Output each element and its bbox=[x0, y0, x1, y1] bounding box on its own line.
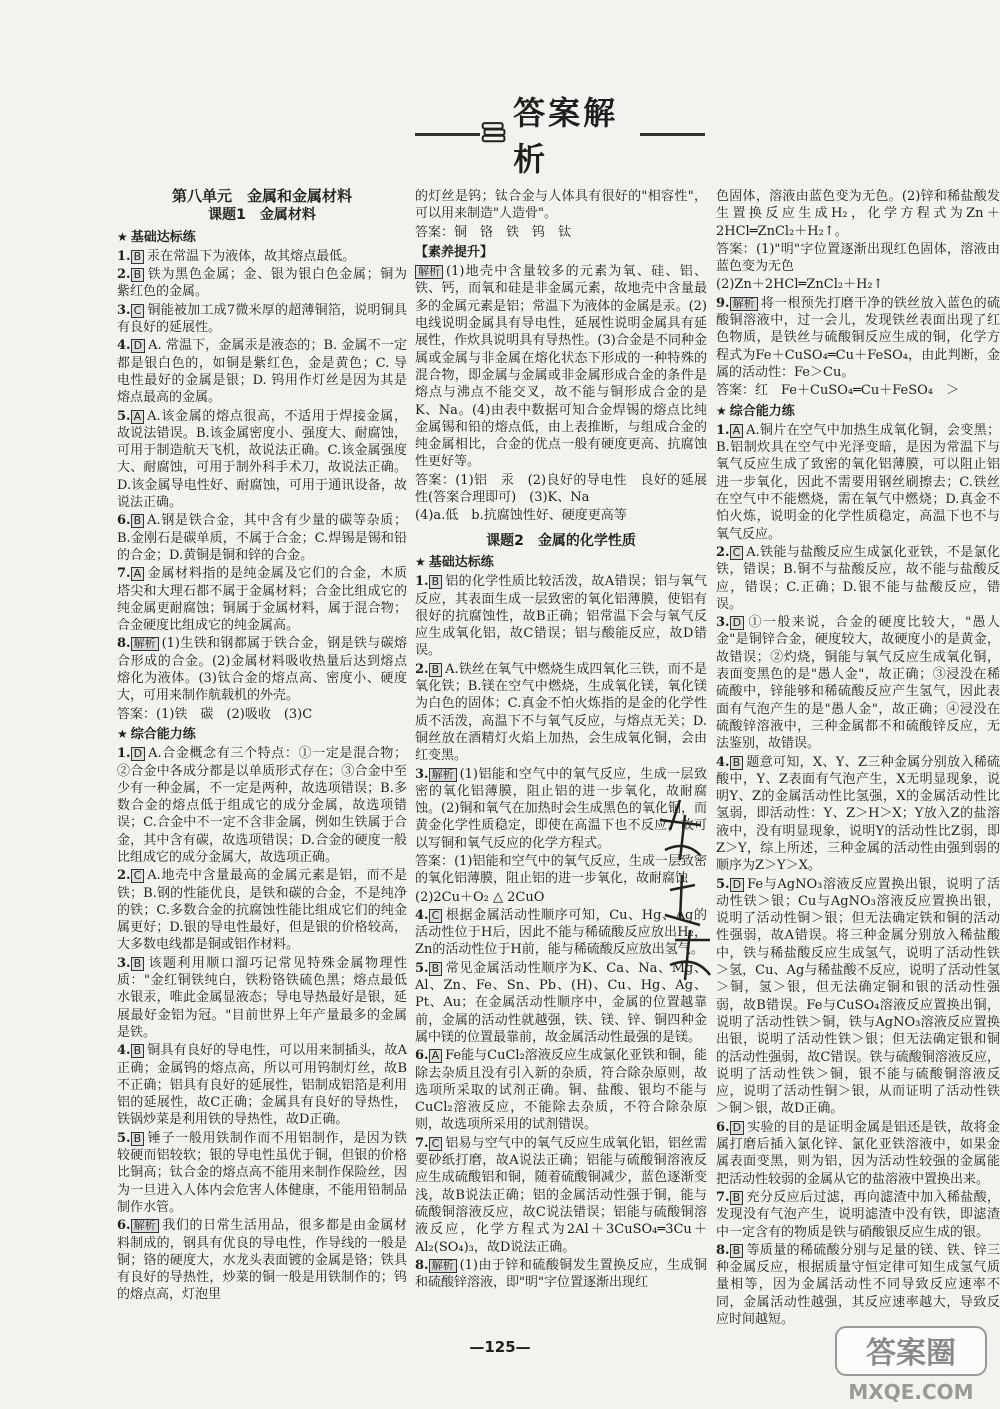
item-number: 7. bbox=[716, 1189, 730, 1205]
item-text: 铜能被加工成7微米厚的超薄铜箔，说明铜具有良好的延展性。 bbox=[117, 302, 407, 336]
answer-list bbox=[117, 745, 407, 1304]
answer-choice-tag: B bbox=[730, 756, 744, 770]
section-heading: ★ 基础达标练 bbox=[117, 229, 196, 245]
item-text: 答案：铜 铬 铁 钨 钛 bbox=[415, 224, 572, 240]
answer-list bbox=[415, 263, 707, 524]
answer-item bbox=[716, 382, 1000, 399]
item-text: (2)Zn＋2HCl═ZnCl₂＋H₂↑ bbox=[716, 277, 884, 293]
answer-choice-tag: D bbox=[730, 878, 744, 892]
item-number: 3. bbox=[716, 615, 730, 631]
item-text: 实验的目的是证明金属是铝还是铁，故将金属打磨后插入氯化锌、氯化亚铁溶液中，如果金属表面变黑，则为铝，因为活动性较强的金属能把活动性较弱的金属从它的盐溶液中置换出来。 bbox=[716, 1119, 1000, 1187]
answer-item bbox=[117, 745, 407, 866]
answer-item bbox=[716, 188, 1000, 240]
answer-item bbox=[716, 1242, 1000, 1328]
item-number: 2. bbox=[117, 267, 131, 283]
answer-item bbox=[117, 512, 407, 564]
item-text: 该题利用顺口溜巧记常见特殊金属物理性质："金红铜铁纯白，铁粉铬铁硫色黑；熔点最低水银汞，唯此金属显液态；导电导热最好是银，延展最好金铝为冠。"目前世界上年产量最多的金属是铁。 bbox=[117, 955, 407, 1040]
item-number: 1. bbox=[117, 248, 131, 264]
answer-choice-tag: 解析 bbox=[131, 637, 159, 651]
item-number: 1. bbox=[415, 574, 429, 590]
answer-list bbox=[716, 422, 1000, 1328]
answer-choice-tag: 解析 bbox=[131, 1219, 159, 1233]
item-number: 7. bbox=[117, 566, 131, 582]
answer-item bbox=[415, 661, 707, 765]
answer-choice-tag: A bbox=[429, 1049, 443, 1063]
item-number: 8. bbox=[716, 1242, 730, 1258]
answer-item bbox=[415, 472, 707, 507]
item-text: 答案：(1)铁 碳 (2)吸收 (3)C bbox=[117, 706, 313, 722]
answer-choice-tag: C bbox=[131, 869, 145, 883]
item-text: 锤子一般用铁制作而不用铝制作，是因为铁较硬而铝较软；银的导电性虽优于铜，但银的价格比铜高；钛合金的熔点高不能用来制作保险丝，因为一旦进入人体内会危害人体健康，不能用铅制品制作水管。 bbox=[117, 1130, 407, 1215]
answer-choice-tag: C bbox=[429, 1137, 443, 1151]
answer-choice-tag: D bbox=[730, 616, 744, 630]
answer-item bbox=[716, 1119, 1000, 1188]
column-3 bbox=[716, 188, 1000, 1328]
item-text: Fe与AgNO₃溶液反应置换出银，说明了活动性铁＞银；Cu与AgNO₃溶液反应置换出银，说明了活动性铜＞银；但无法确定铁和铜的活动性强弱，故A错误。将三种金属分别放入稀盐酸中，铁与稀盐酸反应生成氢气，说明了活动性铁＞氢，Cu、Ag与稀盐酸不反应，说明了活动性氢＞铜，氢＞银，但无法确定铜和银的活动性强弱，故B错误。Fe与CuSO₄溶液反应置换出铜，说明了活动性铁＞铜，铁与AgNO₃溶液反应置换出银，说明了活动性铁＞银；但无法确定银和铜的活动性强弱，故C错误。铁与硫酸铜溶液反应，说明了活动性铁＞铜，银不能与硫酸铜溶液反应，说明了活动性铜＞银，从而证明了活动性铁＞铜＞银，故D正确。 bbox=[716, 876, 1000, 1117]
item-text: A.该金属的熔点很高，不适用于焊接金属，故说法错误。B.该金属密度小、强度大、耐腐蚀，可用于制造航天飞机，故说法正确。C.该金属强度大、耐腐蚀，可用于制外科手术刀，故说法正确。D.该金属导电性好、耐腐蚀，可用于通讯设备，故说法正确。 bbox=[117, 408, 407, 511]
answer-choice-tag: 解析 bbox=[429, 768, 457, 782]
answer-item bbox=[117, 1042, 407, 1128]
answer-item bbox=[117, 1217, 407, 1303]
column-1 bbox=[117, 188, 407, 1328]
item-text: 题意可知，X、Y、Z三种金属分别放入稀硫酸中，Y、Z表面有气泡产生，X无明显现象，说明Y、Z的金属活动性比氢强，X的金属活动性比氢弱，即活动性：Y、Z＞H＞X；Y放入Z的盐溶液中，没有明显现象，说明Y的活动性比Z弱，即Z＞Y，综上所述，三种金属的活动性由强到弱的顺序为Z＞Y＞X。 bbox=[716, 754, 1000, 874]
answer-choice-tag: A bbox=[131, 567, 145, 581]
item-number: 6. bbox=[117, 513, 131, 529]
answer-choice-tag: B bbox=[429, 962, 443, 976]
item-number: 5. bbox=[117, 1130, 131, 1146]
item-number: 5. bbox=[716, 876, 730, 892]
item-text: Fe能与CuCl₂溶液反应生成氯化亚铁和铜，能除去杂质且没有引入新的杂质，符合除杂原则，故选项所采取的试剂正确。铜、盐酸、银均不能与CuCl₂溶液反应，不能除去杂质，不符合除杂原则，故选项所采用的试剂错误。 bbox=[415, 1048, 707, 1133]
item-text: A.合金概念有三个特点：①一定是混合物；②合金中各成分都是以单质形式存在；③合金中至少有一种金属，不一定是两种，故选项错误；B.多数合金的熔点低于组成它的成分金属，故选项错误；C.合金中不一定不含非金属，例如生铁属于合金，其中含有碳，故选项错误；D.合金的硬度一般比组成它的成分金属大，故选项正确。 bbox=[117, 746, 407, 865]
answer-choice-tag: 解析 bbox=[429, 1259, 457, 1273]
answer-choice-tag: A bbox=[131, 410, 145, 424]
answer-list bbox=[716, 188, 1000, 400]
answer-choice-tag: B bbox=[131, 514, 145, 528]
item-number: 4. bbox=[117, 1043, 131, 1059]
item-number: 1. bbox=[117, 746, 131, 762]
answer-item bbox=[117, 337, 407, 406]
section-heading: 【素养提升】 bbox=[415, 244, 494, 260]
item-number: 6. bbox=[415, 1048, 429, 1064]
item-text: 根据金属活动性顺序可知，Cu、Hg、Ag的活动性位于H后，因此不能与稀硫酸反应放出H₂，Zn的活动性位于H前，能与稀硫酸反应放出氢气。 bbox=[415, 907, 707, 958]
page-header bbox=[0, 94, 1000, 178]
item-text: 汞在常温下为液体，故其熔点最低。 bbox=[147, 248, 356, 264]
item-text: (1)生铁和钢都属于铁合金，钢是铁与碳熔合形成的合金。(2)金属材料吸收热量后达到熔点熔化为液体。(3)钛合金的熔点高、密度小、硬度大，可用来制作航载机的外壳。 bbox=[117, 636, 407, 704]
header-rule-right bbox=[640, 133, 705, 136]
item-text: A.铜片在空气中加热生成氧化铜，会变黑；B.铝制炊具在空气中光泽变暗，是因为常温下与氧气反应生成了致密的氧化铝薄膜，可以阻止铝进一步氧化，因此不需要用钢丝刷擦去；C.铁丝在空气中不能燃烧，需在氧气中燃烧；D.真金不怕火炼，说明金的化学性质稳定，高温下也不与氧气反应。 bbox=[716, 422, 1000, 542]
answer-choice-tag: D bbox=[730, 1121, 744, 1135]
star-icon: ★ bbox=[716, 403, 727, 418]
item-text: A.铁能与盐酸反应生成氯化亚铁，不是氯化铁，错误；B.铜不与盐酸反应，故不能与盐酸反应，错误；C.正确；D.银不能与盐酸反应，错误。 bbox=[716, 544, 1000, 612]
item-text: A. 常温下，金属汞是液态的；B. 金属不一定都是银白色的，如铜是紫红色，金是黄色；C. 导电性最好的金属是银；D. 钨用作灯丝是因为其是熔点最高的金属。 bbox=[117, 338, 407, 406]
answer-item bbox=[415, 1047, 707, 1133]
section-heading: ★ 综合能力练 bbox=[716, 403, 795, 419]
item-text: (1)铝能和空气中的氧气反应，生成一层致密的氧化铝薄膜，阻止铝的进一步氧化，故耐腐蚀。(2)铜和氧气在加热时会生成黑色的氧化铜，而黄金化学性质稳定，即使在高温下也不反应，故可以写铜和氧气反应的化学方程式。 bbox=[415, 766, 707, 851]
answer-item bbox=[716, 276, 1000, 293]
item-number: 6. bbox=[117, 1218, 131, 1234]
answer-item bbox=[716, 295, 1000, 381]
svg-text:答案圈: 答案圈 bbox=[866, 1336, 956, 1371]
answer-choice-tag: C bbox=[131, 304, 145, 318]
item-number: 4. bbox=[415, 907, 429, 923]
answer-item bbox=[415, 1135, 707, 1256]
item-number: 8. bbox=[415, 1257, 429, 1273]
section-heading: ★ 基础达标练 bbox=[415, 554, 494, 570]
item-text: 我们的日常生活用品，很多都是由金属材料制成的，钢具有优良的导电性，作导线的一般是铜；铬的硬度大，水龙头表面镀的金属是铬；铁具有良好的导热性，炒菜的铜一般是用铁制作的；钨的熔点高，灯泡里 bbox=[117, 1218, 407, 1303]
item-text: 铝易与空气中的氧气反应生成氧化铝，铝丝需要砂纸打磨，故A说法正确；铝能与硫酸铜溶液反应生成硫酸铝和铜，随着硫酸铜减少，蓝色逐渐变浅，故B说法正确；铝的金属活动性强于铜，能与硫酸铜溶液反应，故C说法错误；铝能与硫酸铜溶液反应，化学方程式为2Al＋3CuSO₄═3Cu＋Al₂(SO₄)₃，故D说法正确。 bbox=[415, 1135, 707, 1255]
answer-item bbox=[117, 266, 407, 301]
handwritten-signature bbox=[640, 790, 730, 990]
answer-choice-tag: A bbox=[730, 424, 744, 438]
answer-item bbox=[716, 614, 1000, 752]
answer-choice-tag: D bbox=[131, 339, 145, 353]
header-title-box bbox=[480, 94, 640, 178]
answer-choice-tag: B bbox=[131, 1132, 145, 1146]
book-stack-icon bbox=[480, 119, 507, 149]
star-icon: ★ bbox=[117, 726, 128, 741]
item-text: 铝的化学性质比较活泼，故A错误；铝与氧气反应，其表面生成一层致密的氧化铝薄膜，使铝有很好的抗腐蚀性，故B正确；铝常温下会与氧气反应生成氧化铝，故C错误；铝与酸能反应，故D错误。 bbox=[415, 574, 707, 659]
header-rule-left bbox=[415, 133, 480, 136]
answer-list bbox=[117, 248, 407, 723]
answer-item bbox=[415, 1257, 707, 1292]
item-number: 2. bbox=[415, 661, 429, 677]
answer-item bbox=[716, 1189, 1000, 1241]
answer-choice-tag: B bbox=[131, 1044, 145, 1058]
answer-item bbox=[716, 544, 1000, 613]
item-text: A.铁丝在氧气中燃烧生成四氧化三铁，而不是氧化铁；B.镁在空气中燃烧，生成氧化镁，氧化镁为白色的固体；C.真金不怕火炼指的是金的化学性质不活泼，高温下不与氧气反应，与熔点无关；D.铜丝放在酒精灯火焰上加热，会生成氧化铜，会由红变黑。 bbox=[415, 661, 707, 764]
item-text: 金属材料指的是纯金属及它们的合金，木质塔尖和大理石都不属于金属材料；合金比组成它的纯金属更耐腐蚀；铜属于金属材料，属于混合物；合金硬度比组成它的纯金属高。 bbox=[117, 566, 407, 634]
answer-item bbox=[117, 1130, 407, 1216]
item-number: 2. bbox=[117, 868, 131, 884]
item-number: 3. bbox=[117, 302, 131, 318]
item-number: 5. bbox=[415, 960, 429, 976]
answer-choice-tag: D bbox=[131, 747, 145, 761]
item-text: ①一般来说，合金的硬度比较大，"愚人金"是铜锌合金，硬度较大，故硬度小的是黄金，故错误；②灼烧，铜能与氧气反应生成氧化铜，表面变黑色的是"愚人金"，故正确；③浸没在稀硫酸中，锌能够和稀硫酸反应产生氢气，因此表面有气泡产生的是"愚人金"，故正确；④浸没在硫酸锌溶液中，三种金属都不和硫酸锌反应，无法鉴别，故错误。 bbox=[716, 615, 1000, 752]
answer-item bbox=[117, 408, 407, 512]
answer-choice-tag: C bbox=[429, 909, 443, 923]
answer-item bbox=[716, 754, 1000, 875]
item-number: 2. bbox=[716, 544, 730, 560]
item-number: 1. bbox=[716, 422, 730, 438]
answer-item bbox=[415, 573, 707, 659]
svg-text:MXQE.COM: MXQE.COM bbox=[848, 1380, 974, 1404]
answer-item bbox=[415, 507, 707, 524]
item-text: 答案：(1)铝能和空气中的氧气反应，生成一层致密的氧化铝薄膜，阻止铝的进一步氧化，故耐腐蚀 bbox=[415, 853, 707, 887]
answer-item bbox=[117, 565, 407, 634]
item-text: 铁为黑色金属；金、银为银白色金属；铜为紫红色的金属。 bbox=[117, 267, 407, 300]
item-text: 色固体，溶液由蓝色变为无色。(2)锌和稀盐酸发生置换反应生成H₂，化学方程式为Zn＋2HCl═ZnCl₂＋H₂↑。 bbox=[716, 189, 1000, 239]
item-text: 将一根预先打磨干净的铁丝放入蓝色的硫酸铜溶液中，过一会儿，发现铁丝表面出现了红色物质，是铁丝与硫酸铜反应生成的铜，化学方程式为Fe＋CuSO₄═Cu＋FeSO₄，由此判断，金属的活动性：Fe＞Cu。 bbox=[716, 295, 1000, 380]
answer-item bbox=[415, 224, 707, 241]
answer-item bbox=[716, 876, 1000, 1118]
answer-item bbox=[415, 188, 707, 223]
answer-item bbox=[117, 248, 407, 265]
lesson-title: 课题1 金属材料 bbox=[208, 207, 316, 224]
lesson-title: 课题2 金属的化学性质 bbox=[486, 532, 636, 549]
answer-item bbox=[117, 867, 407, 953]
answer-item bbox=[716, 241, 1000, 276]
star-icon: ★ bbox=[415, 554, 426, 569]
answer-choice-tag: 解析 bbox=[730, 297, 758, 311]
item-number: 3. bbox=[117, 955, 131, 971]
page-title: 答案解析 bbox=[513, 94, 619, 178]
answer-choice-tag: B bbox=[730, 1244, 744, 1258]
answer-item bbox=[117, 302, 407, 337]
column-2 bbox=[415, 188, 707, 1328]
item-number: 7. bbox=[415, 1135, 429, 1151]
section-heading: ★ 综合能力练 bbox=[117, 726, 196, 742]
item-number: 4. bbox=[117, 338, 131, 354]
answer-item bbox=[117, 955, 407, 1041]
item-number: 3. bbox=[415, 766, 429, 782]
watermark-logo bbox=[826, 1325, 996, 1405]
item-text: 答案：(1)"明"字位置逐渐出现红色固体，溶液由蓝色变为无色 bbox=[716, 241, 1000, 275]
unit-title: 第八单元 金属和金属材料 bbox=[171, 188, 352, 205]
answer-item bbox=[415, 263, 707, 471]
item-text: 等质量的稀硫酸分别与足量的镁、铁、锌三种金属反应，根据质量守恒定律可知生成氢气质量相等，因为金属活动性不同导致反应速率不同，金属活动性越强，其反应速率越大，导致反应时间越短。 bbox=[716, 1242, 1000, 1327]
item-text: (4)a.低 b.抗腐蚀性好、硬度更高等 bbox=[415, 508, 627, 524]
answer-choice-tag: 解析 bbox=[415, 265, 443, 279]
item-number: 6. bbox=[716, 1119, 730, 1135]
item-text: 常见金属活动性顺序为K、Ca、Na、Mg、Al、Zn、Fe、Sn、Pb、(H)、Cu、Hg、Ag、Pt、Au；在金属活动性顺序中，金属的位置越靠前，金属的活动性就越强，铁、镁、锌、铜四种金属中镁的位置最靠前，故金属活动性最强的是镁。 bbox=[415, 960, 707, 1045]
answer-choice-tag: B bbox=[429, 663, 443, 677]
item-text: (2)2Cu＋O₂ △ 2CuO bbox=[415, 889, 545, 905]
item-number: 4. bbox=[716, 754, 730, 770]
item-text: A.地壳中含量最高的金属元素是铝，而不是铁；B.钢的性能优良，是铁和碳的合金，不是纯净的铁；C.多数合金的抗腐蚀性能比组成它们的纯金属更好；D.银的导电性最好，但是银的价格较高，大多数电线都是铜或铝作材料。 bbox=[117, 868, 407, 953]
answer-list bbox=[415, 188, 707, 241]
star-icon: ★ bbox=[117, 229, 128, 244]
answer-choice-tag: C bbox=[730, 546, 744, 560]
item-number: 8. bbox=[117, 636, 131, 652]
answer-choice-tag: B bbox=[730, 1191, 744, 1205]
item-text: A.钢是铁合金，其中含有少量的碳等杂质；B.金刚石是碳单质，不属于合金；C.焊锡是锡和铅的合金；D.黄铜是铜和锌的合金。 bbox=[117, 513, 407, 563]
item-text: 铜具有良好的导电性，可以用来制插头，故A正确；金属钨的熔点高，所以可用钨制灯丝，故B不正确；铝具有良好的延展性，铝制成铝箔是利用铝的延展性，故C正确；金属具有良好的导热性，铁锅炒菜是利用铁的导热性，故D正确。 bbox=[117, 1043, 407, 1128]
item-text: 答案：红 Fe＋CuSO₄═Cu＋FeSO₄ ＞ bbox=[716, 383, 960, 399]
answer-choice-tag: B bbox=[131, 957, 145, 971]
page-number: —125— bbox=[469, 1338, 531, 1356]
item-text: 的灯丝是钨；钛合金与人体具有很好的"相容性"，可以用来制造"人造骨"。 bbox=[415, 189, 707, 222]
answer-item bbox=[117, 706, 407, 723]
item-number: 5. bbox=[117, 408, 131, 424]
item-number: 9. bbox=[716, 295, 730, 311]
item-text: 充分反应后过滤，再向滤渣中加入稀盐酸，发现没有气泡产生，说明滤渣中没有铁，即滤渣中一定含有的物质是铁与硝酸银反应生成的银。 bbox=[716, 1189, 1000, 1240]
item-text: 答案：(1)铝 汞 (2)良好的导电性 良好的延展性(答案合理即可) (3)K、Na bbox=[415, 472, 707, 506]
item-text: (1)由于锌和硫酸铜发生置换反应，生成铜和硫酸锌溶液，即"明"字位置逐渐出现红 bbox=[415, 1257, 707, 1291]
answer-item bbox=[117, 635, 407, 704]
answer-choice-tag: B bbox=[131, 268, 145, 282]
answer-choice-tag: B bbox=[429, 575, 443, 589]
item-text: (1)地壳中含量较多的元素为氧、硅、铝、铁、钙，而氧和硅是非金属元素，故地壳中含量最多的金属元素是铝；常温下为液体的金属是汞。(2)电线说明金属具有导电性，延展性说明金属具有延展性，作炊具说明具有导热性。(3)合金是不同种金属或金属与非金属在熔化状态下形成的一种特殊的混合物，即金属与金属或非金属形成合金的条件是熔点与沸点不能交叉，故不能与铜形成合金的是K、Na。(4)由表中数据可知合金焊锡的熔点比纯金属锡和铅的熔点低，由上表推断，与组成合金的纯金属相比，合金的优点一般有硬度更高、抗腐蚀性更好等。 bbox=[415, 264, 707, 470]
answer-choice-tag: B bbox=[131, 250, 145, 264]
answer-item bbox=[716, 422, 1000, 543]
